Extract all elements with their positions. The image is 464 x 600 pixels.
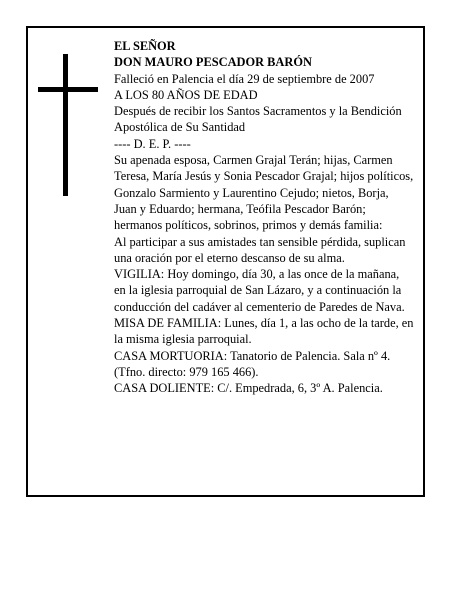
mortuary-paragraph: CASA MORTUORIA: Tanatorio de Palencia. Sala nº 4. (Tfno. directo: 979 165 466).: [114, 348, 391, 379]
death-line: Falleció en Palencia el día 29 de septiembre de 2007: [114, 71, 375, 86]
sacraments-line: Después de recibir los Santos Sacramentos y la Bendición Apostólica de Su Santidad: [114, 104, 402, 135]
mass-paragraph: MISA DE FAMILIA: Lunes, día 1, a las ocho de la tarde, en la misma iglesia parroquial.: [114, 316, 414, 347]
cross-vertical-bar: [63, 54, 68, 196]
home-paragraph: CASA DOLIENTE: C/. Empedrada, 6, 3º A. Palencia.: [114, 381, 383, 396]
vigil-paragraph: VIGILIA: Hoy domingo, día 30, a las once de la mañana, en la iglesia parroquial de San Lázaro, y a continuación la conducción del cadáver al cementerio de Paredes de Nava.: [114, 267, 405, 314]
dep-line: ---- D. E. P. ----: [114, 136, 191, 151]
deceased-name: DON MAURO PESCADOR BARÓN: [114, 55, 312, 70]
notice-text: [114, 38, 414, 397]
title-line-1: EL SEÑOR: [114, 39, 176, 53]
family-paragraph: Su apenada esposa, Carmen Grajal Terán; hijas, Carmen Teresa, María Jesús y Sonia Pescador Grajal; hijos políticos, Gonzalo Sarmiento y Laurentino Cejudo; nietos, Borja, Juan y Eduardo; hermana, Teófila Pescador Barón; hermanos políticos, sobrinos, primos y demás familia:: [114, 153, 414, 233]
cross-horizontal-bar: [38, 87, 98, 92]
age-line: A LOS 80 AÑOS DE EDAD: [114, 87, 258, 102]
request-paragraph: Al participar a sus amistades tan sensible pérdida, suplican una oración por el eterno descanso de su alma.: [114, 234, 406, 265]
